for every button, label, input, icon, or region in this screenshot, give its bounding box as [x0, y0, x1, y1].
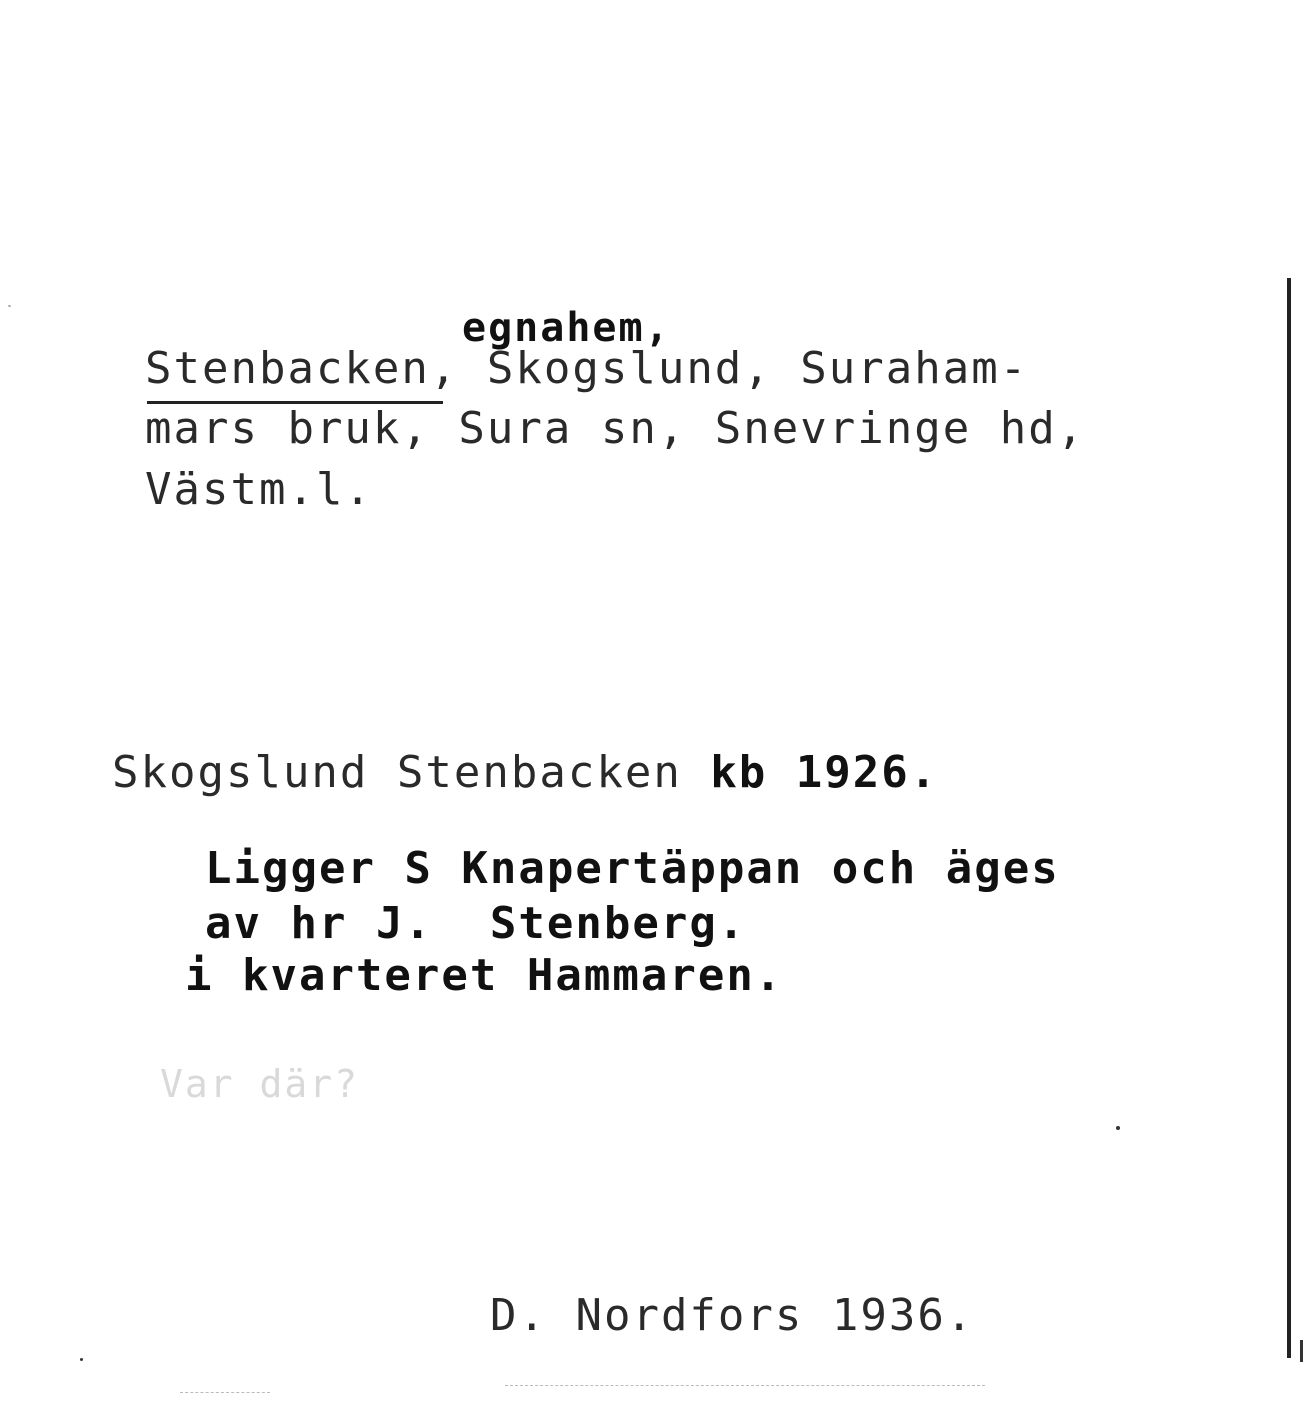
heading-line-3: Västm.l. — [145, 464, 373, 515]
speck — [1116, 1126, 1120, 1130]
entry-line-name: Skogslund Stenbacken — [112, 747, 682, 798]
bottom-mark — [180, 1392, 270, 1394]
heading-line-2: mars bruk, Sura sn, Snevringe hd, — [145, 403, 1086, 454]
entry-line — [112, 747, 938, 798]
entry-line-year: kb 1926. — [681, 747, 939, 798]
heading-line-1-rest: , Skogslund, Suraham- — [429, 343, 1029, 394]
speck — [80, 1358, 83, 1361]
card-right-edge-tick — [1300, 1340, 1303, 1362]
place-name: Stenbacken — [145, 343, 430, 394]
heading-line-1 — [145, 343, 1028, 394]
inserted-word: egnahem, — [462, 305, 671, 351]
faded-note: Var där? — [160, 1062, 360, 1106]
card-right-edge — [1287, 278, 1291, 1358]
signature: D. Nordfors 1936. — [490, 1290, 975, 1341]
body-line-2: av hr J. Stenberg. — [205, 898, 747, 949]
body-line-1: Ligger S Knapertäppan och äges — [205, 843, 1060, 894]
speck — [8, 305, 11, 307]
body-line-3: i kvarteret Hammaren. — [185, 950, 784, 1001]
bottom-mark — [505, 1385, 985, 1387]
